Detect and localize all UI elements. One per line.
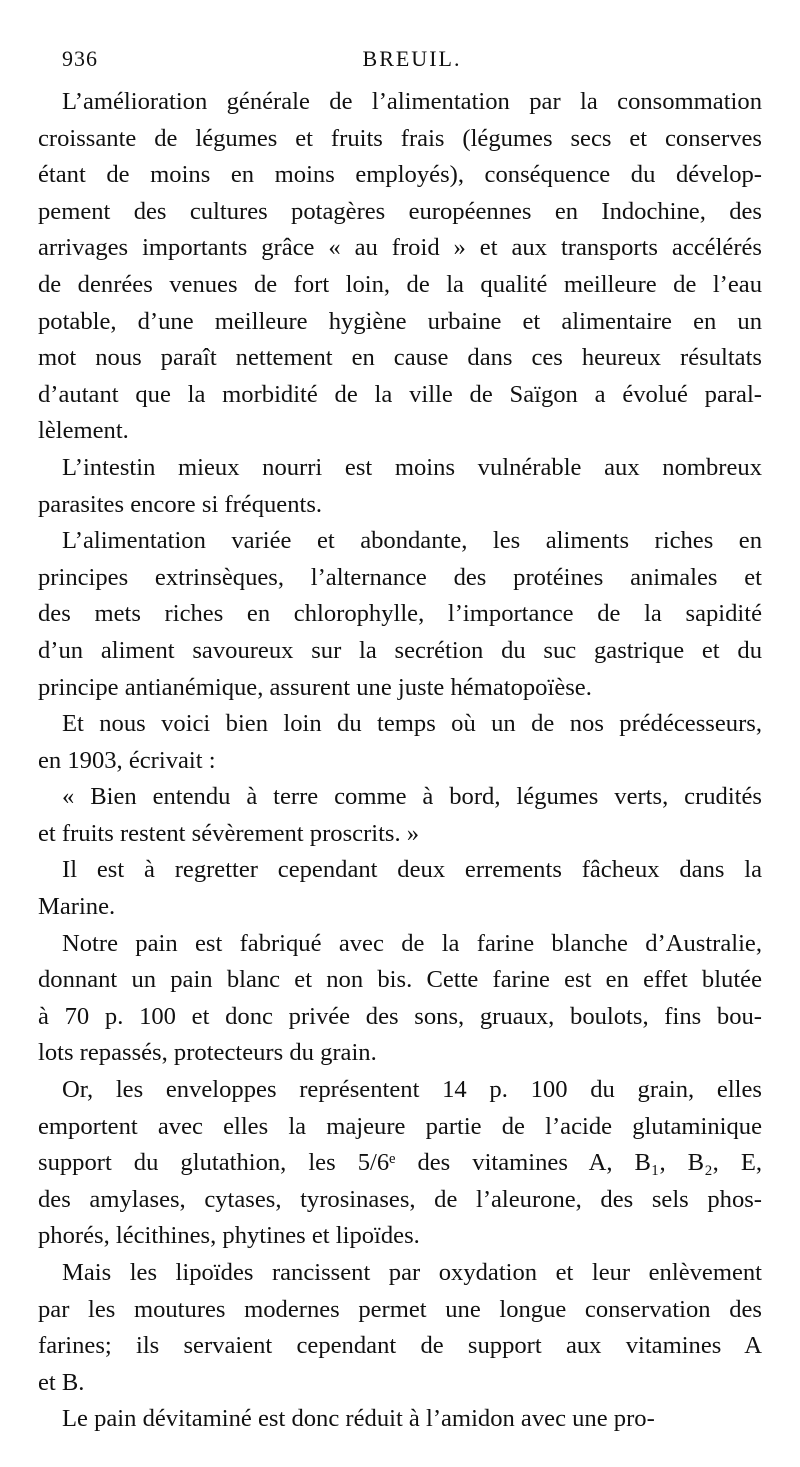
text-line: des mets riches en chlorophylle, l’importance de la sapidité xyxy=(38,600,762,628)
text-line: des amylases, cytases, tyrosinases, de l’aleurone, des sels phos- xyxy=(38,1185,762,1213)
text-line: lèlement. xyxy=(38,417,129,445)
text-line: phorés, lécithines, phytines et lipoïdes. xyxy=(38,1222,420,1250)
page-header xyxy=(62,46,762,82)
running-head: BREUIL. xyxy=(362,46,462,71)
text-line: Notre pain est fabriqué avec de la farine blanche d’Australie, xyxy=(62,929,762,957)
text-line: pement des cultures potagères européennes en Indochine, des xyxy=(38,197,762,225)
text-line: farines; ils servaient cependant de support aux vitamines A xyxy=(38,1332,762,1360)
text-line: principe antianémique, assurent une juste hématopoïèse. xyxy=(38,673,592,701)
text-line: Or, les enveloppes représentent 14 p. 100 du grain, elles xyxy=(62,1076,762,1104)
paragraph xyxy=(38,84,762,450)
paragraph xyxy=(38,1255,762,1401)
text-line: « Bien entendu à terre comme à bord, légumes verts, crudités xyxy=(62,783,762,811)
text-line: donnant un pain blanc et non bis. Cette farine est en effet blutée xyxy=(38,966,762,994)
paragraph xyxy=(38,779,762,852)
paragraph xyxy=(38,1072,762,1255)
text-line: potable, d’une meilleure hygiène urbaine et alimentaire en un xyxy=(38,307,762,335)
paragraph xyxy=(38,1401,762,1438)
text-line: arrivages importants grâce « au froid » et aux transports accélérés xyxy=(38,234,762,262)
paragraph xyxy=(38,706,762,779)
paragraph xyxy=(38,852,762,925)
text-line: et B. xyxy=(38,1368,85,1396)
text-line: Mais les lipoïdes rancissent par oxydation et leur enlèvement xyxy=(62,1259,762,1286)
text-line: d’un aliment savoureux sur la secrétion du suc gastrique et du xyxy=(38,636,762,664)
text-line: mot nous paraît nettement en cause dans ces heureux résultats xyxy=(38,344,762,372)
text-line: croissante de légumes et fruits frais (légumes secs et conserves xyxy=(38,124,762,152)
body-text xyxy=(38,84,762,1438)
text-line: Et nous voici bien loin du temps où un de nos prédécesseurs, xyxy=(62,710,762,738)
text-line: Il est à regretter cependant deux errements fâcheux dans la xyxy=(62,856,762,884)
text-line: parasites encore si fréquents. xyxy=(38,490,323,518)
text-line: et fruits restent sévèrement proscrits. » xyxy=(38,819,420,847)
text-line: lots repassés, protecteurs du grain. xyxy=(38,1039,377,1067)
text-line: principes extrinsèques, l’alternance des protéines animales et xyxy=(38,563,762,591)
text-line: emportent avec elles la majeure partie de l’acide glutaminique xyxy=(38,1112,762,1140)
text-line: Le pain dévitaminé est donc réduit à l’amidon avec une pro- xyxy=(62,1405,655,1433)
text-line: L’amélioration générale de l’alimentation par la consommation xyxy=(62,88,762,115)
text-line: à 70 p. 100 et donc privée des sons, gruaux, boulots, fins bou- xyxy=(38,1002,762,1030)
page-number: 936 xyxy=(62,46,98,71)
text-line: d’autant que la morbidité de la ville de Saïgon a évolué paral- xyxy=(38,380,762,408)
paragraph xyxy=(38,926,762,1072)
paragraph xyxy=(38,450,762,523)
text-line: L’alimentation variée et abondante, les aliments riches en xyxy=(62,527,762,555)
text-line: L’intestin mieux nourri est moins vulnérable aux nombreux xyxy=(62,453,762,481)
text-line: de denrées venues de fort loin, de la qualité meilleure de l’eau xyxy=(38,270,762,298)
text-line: par les moutures modernes permet une longue conservation des xyxy=(38,1295,762,1323)
paragraph xyxy=(38,523,762,706)
text-line: en 1903, écrivait : xyxy=(38,746,216,774)
text-line: support du glutathion, les 5/6ᵉ des vitamines A, B₁, B₂, E, xyxy=(38,1149,762,1177)
text-line: Marine. xyxy=(38,893,116,921)
text-line: étant de moins en moins employés), conséquence du dévelop- xyxy=(38,161,762,189)
